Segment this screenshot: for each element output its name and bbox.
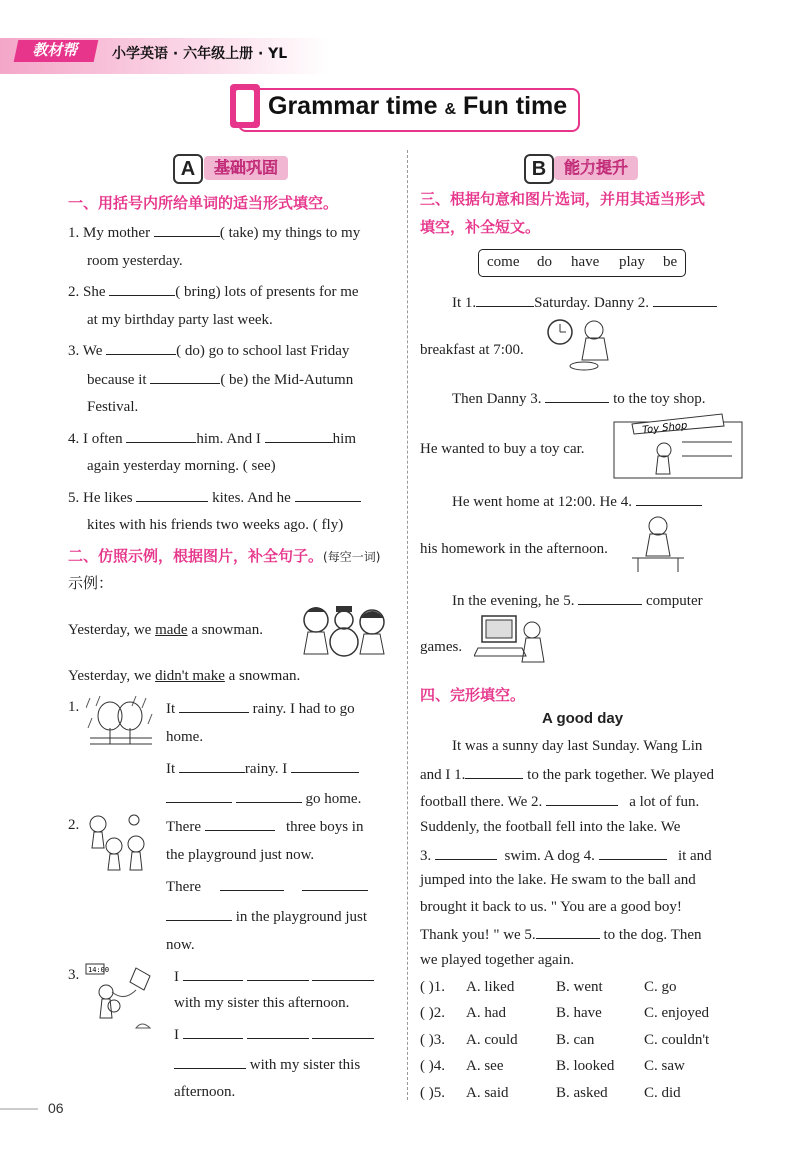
- kite-flying-picture: [84, 962, 160, 1034]
- breakfast-picture: [546, 316, 620, 374]
- option-row-2: ( )2. A. had B. have C. enjoyed: [420, 1005, 709, 1021]
- story-line-5: 3. swim. A dog 4. it and: [420, 844, 712, 866]
- blank[interactable]: [536, 923, 600, 939]
- q1-item-1-line2: room yesterday.: [87, 253, 183, 269]
- q2-item-3-line4: with my sister this: [174, 1053, 360, 1075]
- option-row-5: ( )5. A. said B. asked C. did: [420, 1085, 681, 1101]
- q2-item-3-line3: I: [174, 1023, 374, 1045]
- q1-item-4-line2: again yesterday morning. ( see): [87, 458, 276, 474]
- q2-item-1-line3: It rainy. I: [166, 757, 359, 779]
- blank[interactable]: [109, 280, 175, 296]
- word-play: play: [619, 254, 645, 270]
- q2-item-2-line3: There: [166, 875, 368, 897]
- toy-shop-picture: [612, 412, 744, 480]
- blank[interactable]: [183, 965, 243, 981]
- q2-item-2-line1: There three boys in: [166, 815, 363, 837]
- q2-item-3-line5: afternoon.: [174, 1084, 236, 1100]
- q2-item-1-line4: go home.: [166, 787, 361, 809]
- blank[interactable]: [136, 486, 208, 502]
- blank[interactable]: [150, 368, 220, 384]
- word-be: be: [663, 254, 678, 270]
- blank[interactable]: [476, 291, 534, 307]
- blank[interactable]: [653, 291, 717, 307]
- computer-games-picture: [474, 612, 550, 672]
- q1-item-3-line2: because it ( be) the Mid-Autumn: [87, 368, 353, 390]
- section-a-label: 基础巩固: [204, 156, 288, 180]
- footer-line: [0, 1108, 38, 1110]
- example-label: 示例：: [68, 574, 114, 592]
- answer-bracket[interactable]: ( )5.: [420, 1085, 445, 1101]
- blank[interactable]: [265, 427, 333, 443]
- q2-item-2-line4: in the playground just: [166, 905, 367, 927]
- word-come: come: [487, 254, 520, 270]
- q3-heading-2: 填空，补全短文。: [420, 218, 541, 236]
- q1-item-3: 3. We ( do) go to school last Friday: [68, 339, 349, 361]
- page-title: Grammar time & Fun time: [268, 92, 568, 120]
- blank[interactable]: [465, 763, 523, 779]
- option-row-3: ( )3. A. could B. can C. couldn't: [420, 1032, 710, 1048]
- blank[interactable]: [126, 427, 196, 443]
- blank[interactable]: [106, 339, 176, 355]
- answer-bracket[interactable]: ( )1.: [420, 979, 445, 995]
- blank[interactable]: [179, 757, 245, 773]
- blank[interactable]: [236, 787, 302, 803]
- blank[interactable]: [247, 965, 309, 981]
- story-line-2: and I 1. to the park together. We played: [420, 763, 714, 785]
- story-line-8: Thank you! " we 5. to the dog. Then: [420, 923, 701, 945]
- blank[interactable]: [166, 905, 232, 921]
- option-row-4: ( )4. A. see B. looked C. saw: [420, 1058, 685, 1074]
- q1-item-2-line2: at my birthday party last week.: [87, 312, 273, 328]
- q2-heading: 二、仿照示例，根据图片，补全句子。(每空一词): [68, 547, 381, 565]
- q3-line-2: breakfast at 7:00.: [420, 342, 524, 358]
- q2-item-2-line2: the playground just now.: [166, 847, 315, 863]
- q1-item-3-line3: Festival.: [87, 399, 139, 415]
- q1-item-5-line2: kites with his friends two weeks ago. ( fly): [87, 517, 344, 533]
- word-do: do: [537, 254, 552, 270]
- rainy-tree-picture: [86, 694, 156, 752]
- q2-item-2-number: 2.: [68, 817, 80, 833]
- blank[interactable]: [312, 965, 374, 981]
- blank[interactable]: [546, 790, 618, 806]
- blank[interactable]: [295, 486, 361, 502]
- blank[interactable]: [179, 697, 249, 713]
- blank[interactable]: [435, 844, 497, 860]
- blank[interactable]: [205, 815, 275, 831]
- q3-line-1: It 1. Saturday. Danny 2.: [452, 291, 717, 313]
- q2-item-3-line2: with my sister this afternoon.: [174, 995, 350, 1011]
- q3-line-7: In the evening, he 5. computer: [452, 589, 703, 611]
- q2-item-1-line2: home.: [166, 729, 204, 745]
- blank[interactable]: [302, 875, 368, 891]
- story-line-4: Suddenly, the football fell into the lake. We: [420, 819, 681, 835]
- svg-text:14:00: 14:00: [88, 966, 110, 974]
- blank[interactable]: [599, 844, 667, 860]
- answer-bracket[interactable]: ( )2.: [420, 1005, 445, 1021]
- story-line-3: football there. We 2. a lot of fun.: [420, 790, 699, 812]
- answer-bracket[interactable]: ( )4.: [420, 1058, 445, 1074]
- blank[interactable]: [291, 757, 359, 773]
- blank[interactable]: [174, 1053, 246, 1069]
- snowman-kids-picture: [298, 598, 390, 660]
- story-line-9: we played together again.: [420, 952, 575, 968]
- page-number: 06: [48, 1100, 64, 1116]
- q3-heading-1: 三、根据句意和图片选词，并用其适当形式: [420, 190, 706, 208]
- svg-text:Toy Shop: Toy Shop: [641, 420, 688, 437]
- q4-heading: 四、完形填空。: [420, 686, 526, 704]
- column-divider: [407, 150, 408, 1100]
- q1-item-1: 1. My mother ( take) my things to my: [68, 221, 360, 243]
- blank[interactable]: [578, 589, 642, 605]
- q1-item-4: 4. I often him. And I him: [68, 427, 356, 449]
- book-icon-inner: [236, 90, 254, 122]
- q2-item-1-number: 1.: [68, 699, 80, 715]
- story-line-7: brought it back to us. " You are a good boy!: [420, 899, 682, 915]
- blank[interactable]: [183, 1023, 243, 1039]
- boys-playing-picture: [84, 812, 154, 874]
- q2-item-1-line1: It rainy. I had to go: [166, 697, 355, 719]
- breadcrumb: 小学英语 · 六年级上册 · YL: [112, 46, 288, 62]
- section-b-letter: B: [524, 154, 554, 184]
- section-a-letter: A: [173, 154, 203, 184]
- q3-line-5: He went home at 12:00. He 4.: [452, 490, 702, 512]
- answer-bracket[interactable]: ( )3.: [420, 1032, 445, 1048]
- word-have: have: [571, 254, 600, 270]
- story-line-1: It was a sunny day last Sunday. Wang Lin: [452, 738, 703, 754]
- homework-picture: [628, 514, 688, 574]
- example-sentence-2: Yesterday, we didn't make a snowman.: [68, 668, 301, 684]
- option-row-1: ( )1. A. liked B. went C. go: [420, 979, 677, 995]
- blank[interactable]: [220, 875, 284, 891]
- section-b-label: 能力提升: [554, 156, 638, 180]
- blank[interactable]: [154, 221, 220, 237]
- example-sentence-1: Yesterday, we made a snowman.: [68, 622, 263, 638]
- blank[interactable]: [545, 387, 609, 403]
- blank[interactable]: [636, 490, 702, 506]
- q3-line-8: games.: [420, 639, 463, 655]
- q3-line-3: Then Danny 3. to the toy shop.: [452, 387, 706, 409]
- q3-line-6: his homework in the afternoon.: [420, 541, 608, 557]
- blank[interactable]: [312, 1023, 374, 1039]
- brand-badge: 教材帮: [14, 40, 99, 62]
- q3-line-4: He wanted to buy a toy car.: [420, 441, 585, 457]
- q2-item-3-line1: I: [174, 965, 374, 987]
- blank[interactable]: [247, 1023, 309, 1039]
- q1-item-5: 5. He likes kites. And he: [68, 486, 361, 508]
- q1-item-2: 2. She ( bring) lots of presents for me: [68, 280, 359, 302]
- q2-item-3-number: 3.: [68, 967, 80, 983]
- story-line-6: jumped into the lake. He swam to the ball and: [420, 872, 696, 888]
- word-bank: [478, 249, 686, 277]
- q1-heading: 一、用括号内所给单词的适当形式填空。: [68, 194, 339, 212]
- q2-item-2-line5: now.: [166, 937, 195, 953]
- blank[interactable]: [166, 787, 232, 803]
- story-title: A good day: [542, 710, 624, 727]
